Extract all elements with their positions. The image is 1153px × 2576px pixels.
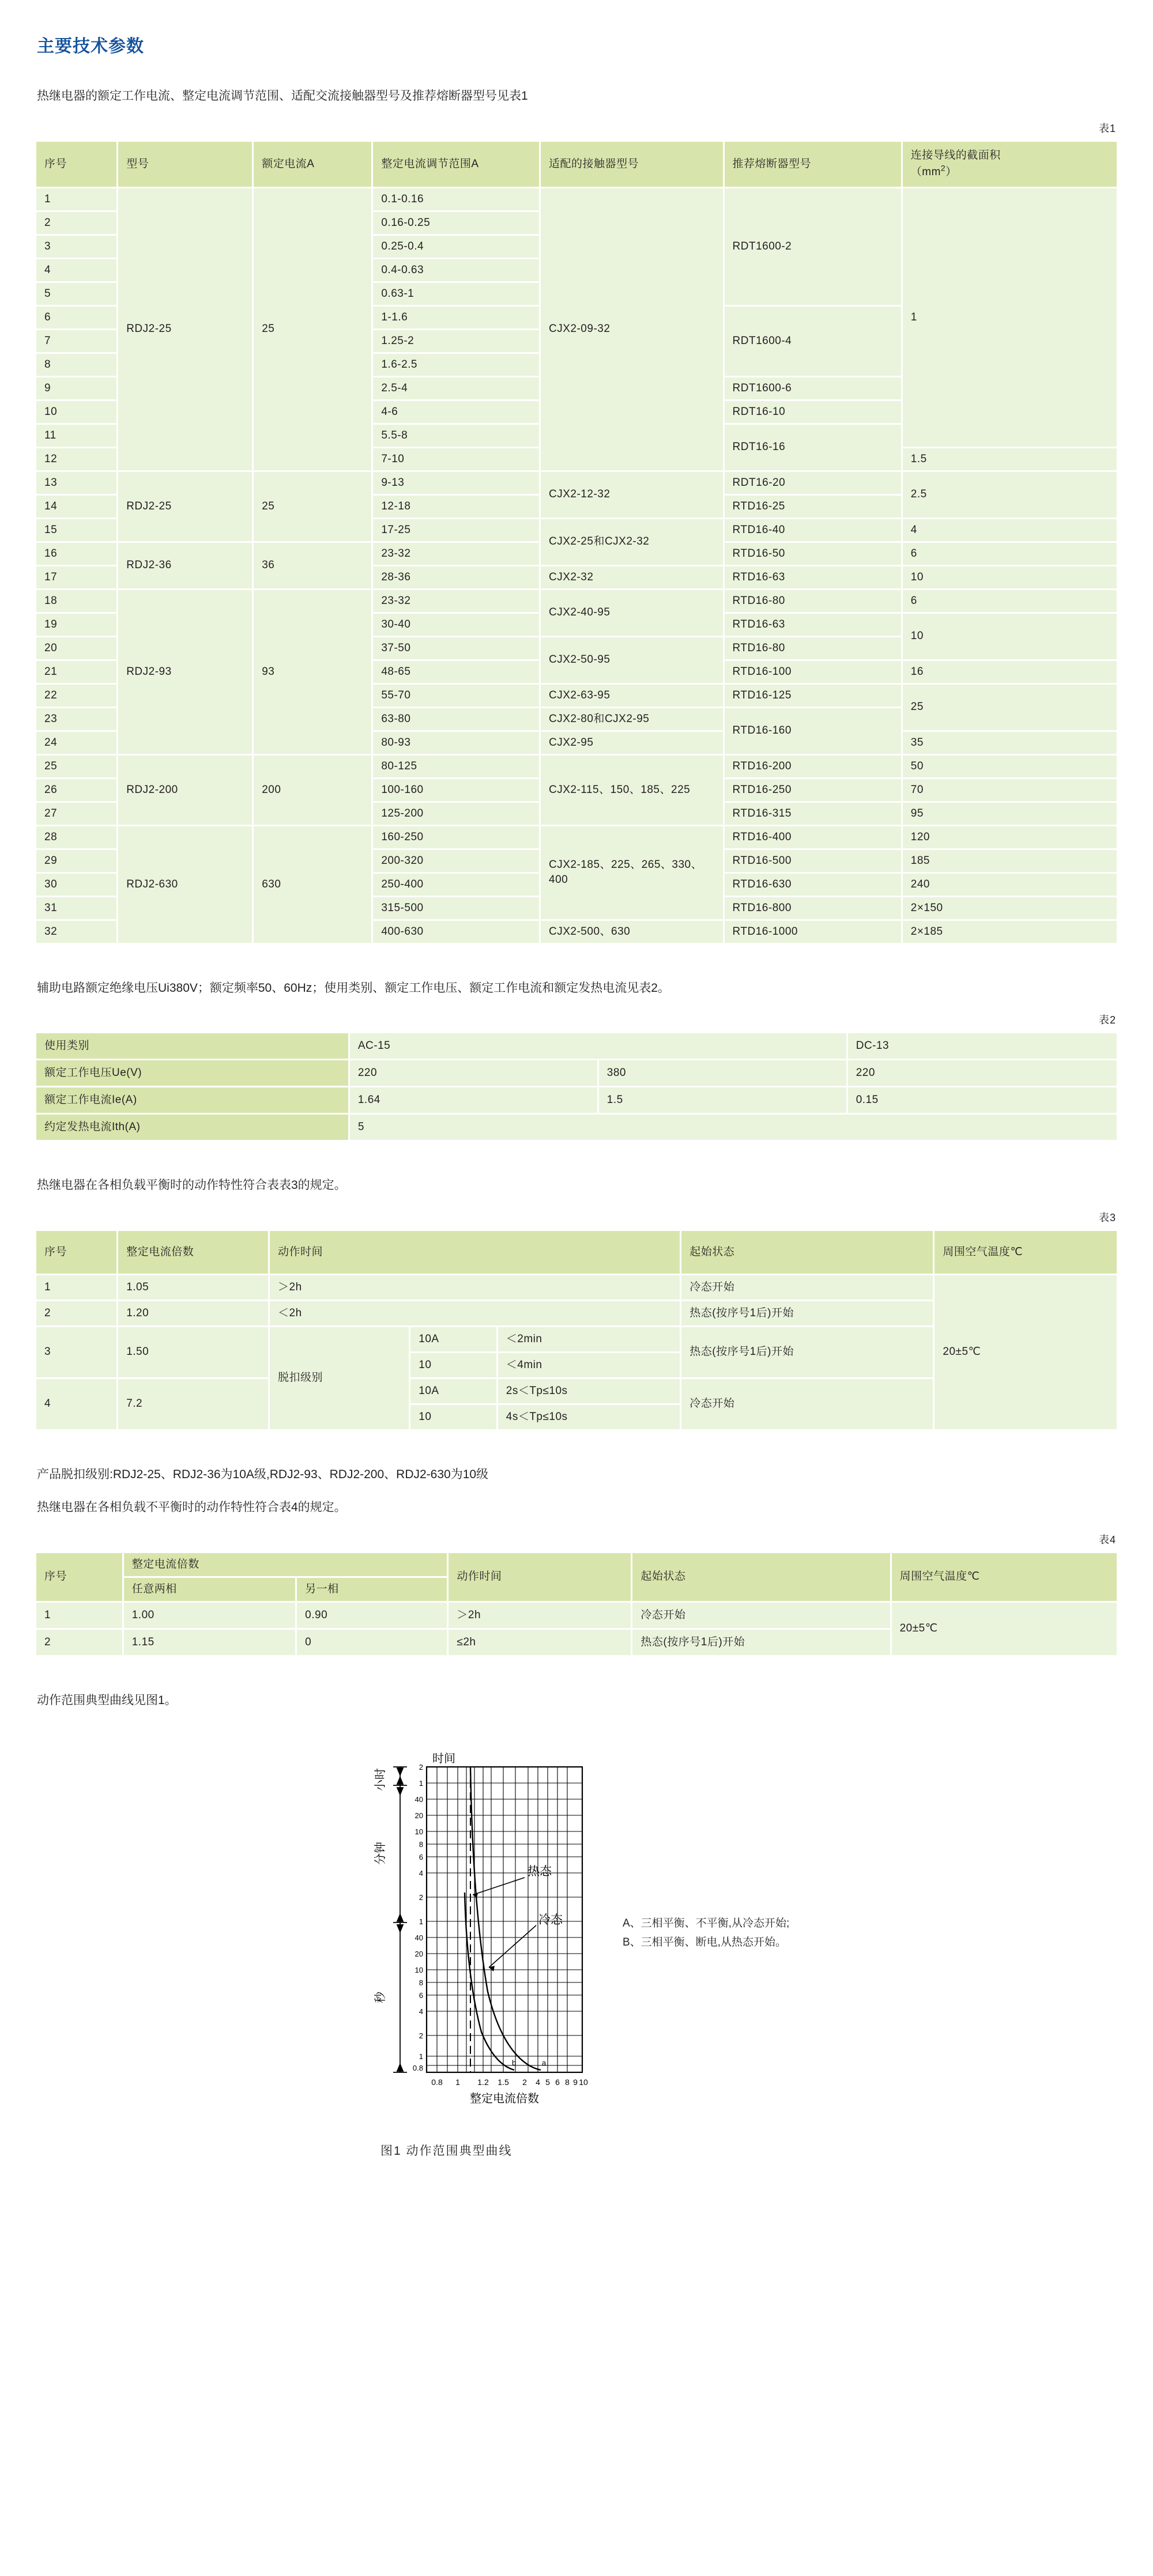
svg-text:1.5: 1.5 (498, 2078, 509, 2087)
cell-serial: 11 (36, 425, 116, 447)
svg-text:8: 8 (565, 2078, 570, 2087)
cell-wire-area: 6 (903, 543, 1117, 565)
svg-text:20: 20 (415, 1811, 423, 1820)
cell-serial: 7 (36, 330, 116, 352)
cell-two-phase: 1.00 (124, 1603, 295, 1628)
svg-text:10: 10 (415, 1966, 423, 1974)
svg-text:1: 1 (419, 1917, 423, 1926)
cell-serial: 1 (36, 188, 116, 210)
cell-setting-range: 4-6 (373, 401, 539, 423)
th3-mult: 整定电流倍数 (118, 1231, 268, 1274)
th4-temp: 周围空气温度℃ (892, 1553, 1117, 1601)
cell-fuse: RTD16-25 (725, 496, 901, 518)
cell-setting-range: 23-32 (373, 590, 539, 612)
cell-mult: 7.2 (118, 1379, 268, 1429)
table-row (36, 1060, 1117, 1086)
cell-setting-range: 37-50 (373, 637, 539, 659)
chart-range-brackets (393, 1767, 407, 2072)
chart-group-label-minutes: 分钟 (374, 1842, 387, 1865)
cell-model: RDJ2-200 (118, 756, 252, 825)
cell-fuse: RDT1600-4 (725, 307, 901, 376)
cell-setting-range: 1.25-2 (373, 330, 539, 352)
svg-text:1: 1 (455, 2078, 460, 2087)
svg-text:1.2: 1.2 (477, 2078, 489, 2087)
cell-serial: 23 (36, 708, 116, 730)
table2-lead-text: 辅助电路额定绝缘电压Ui380V；额定频率50、60Hz；使用类别、额定工作电压、额定工作电流和额定发热电流见表2。 (37, 981, 670, 995)
cell-serial: 31 (36, 897, 116, 919)
cell-setting-range: 12-18 (373, 496, 539, 518)
cell-time: 4s＜Tp≤10s (498, 1405, 680, 1429)
table1-lead-text: 热继电器的额定工作电流、整定电流调节范围、适配交流接触器型号及推荐熔断器型号见表1 (37, 89, 528, 103)
chart-marker-b: b (512, 2058, 517, 2067)
svg-text:6: 6 (419, 1853, 423, 1861)
cell-rated-current: 36 (254, 543, 371, 588)
cell-fuse: RTD16-315 (725, 803, 901, 825)
svg-text:4: 4 (536, 2078, 540, 2087)
table-row (36, 826, 1117, 848)
chart-x-axis-title: 整定电流倍数 (470, 2092, 539, 2105)
cell-serial: 2 (36, 212, 116, 234)
cell-fuse: RTD16-125 (725, 685, 901, 707)
cell-mult: 1.20 (118, 1301, 268, 1325)
chart-marker-a: a (542, 2058, 547, 2067)
chart-x-tick-labels (431, 2078, 588, 2087)
cell-rated-current: 200 (254, 756, 371, 825)
svg-text:6: 6 (555, 2078, 560, 2087)
table-balanced-operation (35, 1229, 1118, 1431)
figure-area (35, 1744, 1118, 2182)
cell-wire-area: 2×150 (903, 897, 1117, 919)
table-technical-parameters (35, 140, 1118, 945)
cell-mult: 1.50 (118, 1327, 268, 1377)
cell-wire-area: 2×185 (903, 921, 1117, 943)
th-wire-area-line1: 连接导线的截面积 (910, 149, 1001, 162)
table-row (36, 1275, 1117, 1300)
table-row (36, 756, 1117, 777)
cell-contactor: CJX2-80和CJX2-95 (541, 708, 723, 730)
th4-other-phase: 另一相 (297, 1578, 447, 1601)
svg-text:8: 8 (419, 1978, 423, 1987)
chart-label-cold-state: 冷态 (538, 1913, 563, 1927)
cell-fuse: RTD16-50 (725, 543, 901, 565)
cell-serial: 15 (36, 519, 116, 541)
th3-serial: 序号 (36, 1231, 116, 1274)
th-contactor: 适配的接触器型号 (541, 142, 723, 187)
cell-mult: 1.05 (118, 1275, 268, 1300)
cell-setting-range: 63-80 (373, 708, 539, 730)
cell-setting-range: 0.25-0.4 (373, 236, 539, 258)
cell-fuse: RTD16-500 (725, 850, 901, 872)
cell-serial: 14 (36, 496, 116, 518)
table-row (36, 1087, 1117, 1113)
cell-wire-area: 16 (903, 661, 1117, 683)
cell-contactor: CJX2-500、630 (541, 921, 723, 943)
chart-y-tick-labels (413, 1763, 423, 2072)
cell-trip-class: 10 (410, 1405, 496, 1429)
cell-value: 220 (848, 1060, 1117, 1086)
cell-value: 380 (599, 1060, 846, 1086)
cell-wire-area: 25 (903, 685, 1117, 730)
cell-state: 冷态开始 (681, 1275, 933, 1300)
cell-wire-area: 2.5 (903, 472, 1117, 518)
chart-label-hot-state: 热态 (527, 1865, 552, 1878)
cell-temperature: 20±5℃ (935, 1275, 1117, 1429)
th-serial: 序号 (36, 142, 116, 187)
cell-serial: 5 (36, 283, 116, 305)
cell-state: 冷态开始 (681, 1379, 933, 1429)
cell-value: 5 (350, 1115, 1117, 1140)
cell-serial: 25 (36, 756, 116, 777)
cell-contactor: CJX2-63-95 (541, 685, 723, 707)
cell-serial: 1 (36, 1603, 122, 1628)
svg-text:0.8: 0.8 (412, 2064, 423, 2072)
cell-setting-range: 0.4-0.63 (373, 259, 539, 281)
cell-setting-range: 80-125 (373, 756, 539, 777)
cell-contactor: CJX2-115、150、185、225 (541, 756, 723, 825)
cell-setting-range: 7-10 (373, 448, 539, 470)
cell-wire-area: 240 (903, 874, 1117, 896)
cell-rated-current: 25 (254, 188, 371, 470)
chart-note-b: B、三相平衡、断电,从热态开始。 (623, 1936, 786, 1949)
svg-text:2: 2 (522, 2078, 527, 2087)
cell-serial: 28 (36, 826, 116, 848)
cell-model: RDJ2-25 (118, 472, 252, 541)
table-unbalanced-operation (35, 1551, 1118, 1657)
table-utilization-category (35, 1032, 1118, 1142)
operating-curve-chart (357, 1750, 600, 2118)
cell-setting-range: 0.16-0.25 (373, 212, 539, 234)
cell-serial: 18 (36, 590, 116, 612)
th-wire-area-line2: $(mm^2)$ (910, 163, 957, 179)
page-title: 主要技术参数 (37, 37, 144, 56)
table4-header-row (36, 1553, 1117, 1576)
cell-trip-class: 10A (410, 1379, 496, 1403)
cell-fuse: RTD16-160 (725, 708, 901, 754)
cell-setting-range: 55-70 (373, 685, 539, 707)
cell-serial: 20 (36, 637, 116, 659)
svg-text:2: 2 (419, 1893, 423, 1902)
cell-serial: 16 (36, 543, 116, 565)
table-row (36, 1033, 1117, 1059)
cell-serial: 13 (36, 472, 116, 494)
cell-setting-range: 2.5-4 (373, 377, 539, 399)
cell-time: ＜2h (270, 1301, 680, 1325)
svg-text:10: 10 (579, 2078, 588, 2087)
cell-value: 1.64 (350, 1087, 597, 1113)
cell-value: DC-13 (848, 1033, 1117, 1059)
th3-time: 动作时间 (270, 1231, 680, 1274)
cell-fuse: RTD16-40 (725, 519, 901, 541)
cell-time: ＞2h (449, 1603, 631, 1628)
svg-text:10: 10 (415, 1827, 423, 1836)
cell-row-label: 额定工作电流Ie(A) (36, 1087, 348, 1113)
cell-serial: 21 (36, 661, 116, 683)
cell-serial: 1 (36, 1275, 116, 1300)
chart-group-label-seconds: 秒 (374, 1992, 387, 2003)
cell-wire-area: 95 (903, 803, 1117, 825)
cell-setting-range: 23-32 (373, 543, 539, 565)
cell-model: RDJ2-93 (118, 590, 252, 754)
cell-setting-range: 0.1-0.16 (373, 188, 539, 210)
cell-contactor: CJX2-09-32 (541, 188, 723, 470)
cell-trip-class: 10 (410, 1353, 496, 1377)
cell-serial: 4 (36, 1379, 116, 1429)
chart-notes (623, 1914, 789, 1952)
cell-serial: 12 (36, 448, 116, 470)
cell-serial: 29 (36, 850, 116, 872)
svg-text:9: 9 (573, 2078, 578, 2087)
cell-rated-current: 93 (254, 590, 371, 754)
cell-fuse: RDT16-20 (725, 472, 901, 494)
cell-contactor: CJX2-32 (541, 566, 723, 588)
cell-wire-area: 10 (903, 614, 1117, 659)
cell-time: 2s＜Tp≤10s (498, 1379, 680, 1403)
cell-serial: 9 (36, 377, 116, 399)
cell-fuse: RTD16-63 (725, 614, 901, 636)
th3-temp: 周围空气温度℃ (935, 1231, 1117, 1274)
cell-time: ≤2h (449, 1630, 631, 1655)
cell-state: 热态(按序号1后)开始 (681, 1301, 933, 1325)
table-row (36, 1603, 1117, 1628)
svg-text:1: 1 (419, 1779, 423, 1788)
chart-group-label-hours: 小时 (374, 1768, 387, 1791)
cell-contactor: CJX2-185、225、265、330、400 (541, 826, 723, 919)
cell-fuse: RTD16-250 (725, 779, 901, 801)
cell-fuse: RTD16-400 (725, 826, 901, 848)
cell-serial: 2 (36, 1301, 116, 1325)
cell-setting-range: 125-200 (373, 803, 539, 825)
cell-model: RDJ2-36 (118, 543, 252, 588)
cell-setting-range: 80-93 (373, 732, 539, 754)
th3-state: 起始状态 (681, 1231, 933, 1274)
cell-wire-area: 6 (903, 590, 1117, 612)
svg-text:2: 2 (419, 1763, 423, 1772)
svg-text:40: 40 (415, 1795, 423, 1804)
th-fuse: 推荐熔断器型号 (725, 142, 901, 187)
chart-svg (357, 1750, 600, 2118)
svg-text:0.8: 0.8 (431, 2078, 443, 2087)
cell-setting-range: 30-40 (373, 614, 539, 636)
th-setting-range: 整定电流调节范围A (373, 142, 539, 187)
cell-serial: 10 (36, 401, 116, 423)
cell-setting-range: 5.5-8 (373, 425, 539, 447)
cell-setting-range: 48-65 (373, 661, 539, 683)
cell-setting-range: 315-500 (373, 897, 539, 919)
th4-time: 动作时间 (449, 1553, 631, 1601)
cell-serial: 27 (36, 803, 116, 825)
th4-two-phase: 任意两相 (124, 1578, 295, 1601)
svg-text:4: 4 (419, 1869, 423, 1878)
cell-setting-range: 9-13 (373, 472, 539, 494)
cell-rated-current: 630 (254, 826, 371, 943)
cell-contactor: CJX2-25和CJX2-32 (541, 519, 723, 565)
cell-wire-area: 70 (903, 779, 1117, 801)
th-rated-current: 额定电流A (254, 142, 371, 187)
cell-trip-class-label: 脱扣级别 (270, 1327, 409, 1429)
cell-wire-area: 185 (903, 850, 1117, 872)
table2-caption: 表2 (1098, 1014, 1116, 1026)
cell-fuse: RTD16-800 (725, 897, 901, 919)
svg-text:2: 2 (419, 2031, 423, 2040)
cell-serial: 26 (36, 779, 116, 801)
trip-class-note: 产品脱扣级别:RDJ2-25、RDJ2-36为10A级,RDJ2-93、RDJ2-200、RDJ2-630为10级 (37, 1467, 489, 1481)
table3-caption: 表3 (1098, 1211, 1116, 1223)
th4-serial: 序号 (36, 1553, 122, 1601)
cell-fuse: RTD16-80 (725, 590, 901, 612)
chart-y-axis-title: 时间 (432, 1752, 455, 1765)
cell-wire-area: 120 (903, 826, 1117, 848)
cell-fuse: RTD16-630 (725, 874, 901, 896)
th4-mult: 整定电流倍数 (124, 1553, 447, 1576)
cell-wire-area: 50 (903, 756, 1117, 777)
cell-other-phase: 0 (297, 1630, 447, 1655)
cell-fuse: RDT16-10 (725, 401, 901, 423)
cell-fuse: RTD16-100 (725, 661, 901, 683)
table-row (36, 188, 1117, 210)
th4-state: 起始状态 (632, 1553, 890, 1601)
table1-caption: 表1 (1098, 122, 1116, 134)
cell-fuse: RTD16-63 (725, 566, 901, 588)
svg-text:1: 1 (419, 2052, 423, 2061)
svg-text:5: 5 (545, 2078, 550, 2087)
cell-serial: 8 (36, 354, 116, 376)
figure-caption: 图1 动作范围典型曲线 (380, 2144, 513, 2158)
cell-serial: 17 (36, 566, 116, 588)
cell-serial: 22 (36, 685, 116, 707)
cell-row-label: 额定工作电压Ue(V) (36, 1060, 348, 1086)
cell-two-phase: 1.15 (124, 1630, 295, 1655)
th-model: 型号 (118, 142, 252, 187)
cell-serial: 24 (36, 732, 116, 754)
figure-lead-text: 动作范围典型曲线见图1。 (37, 1693, 177, 1707)
cell-value: 0.15 (848, 1087, 1117, 1113)
cell-time: ＜2min (498, 1327, 680, 1351)
table3-lead-text: 热继电器在各相负载平衡时的动作特性符合表表3的规定。 (37, 1179, 346, 1192)
cell-serial: 32 (36, 921, 116, 943)
cell-contactor: CJX2-12-32 (541, 472, 723, 518)
cell-setting-range: 17-25 (373, 519, 539, 541)
table1-header-row (36, 142, 1117, 187)
table-row (36, 1115, 1117, 1140)
cell-wire-area: 4 (903, 519, 1117, 541)
table4-lead-text: 热继电器在各相负载不平衡时的动作特性符合表4的规定。 (37, 1501, 346, 1514)
cell-serial: 3 (36, 1327, 116, 1377)
cell-fuse: RDT1600-2 (725, 188, 901, 305)
cell-contactor: CJX2-40-95 (541, 590, 723, 636)
cell-fuse: RDT16-16 (725, 425, 901, 470)
cell-row-label: 约定发热电流Ith(A) (36, 1115, 348, 1140)
cell-contactor: CJX2-95 (541, 732, 723, 754)
cell-serial: 3 (36, 236, 116, 258)
svg-text:40: 40 (415, 1933, 423, 1942)
cell-fuse: RTD16-1000 (725, 921, 901, 943)
svg-text:4: 4 (419, 2007, 423, 2016)
cell-setting-range: 250-400 (373, 874, 539, 896)
cell-setting-range: 160-250 (373, 826, 539, 848)
cell-state: 热态(按序号1后)开始 (632, 1630, 890, 1655)
cell-serial: 6 (36, 307, 116, 328)
cell-row-label: 使用类别 (36, 1033, 348, 1059)
cell-setting-range: 28-36 (373, 566, 539, 588)
cell-wire-area: 35 (903, 732, 1117, 754)
svg-text:6: 6 (419, 1991, 423, 2000)
chart-note-a: A、三相平衡、不平衡,从冷态开始; (623, 1917, 790, 1929)
table4-caption: 表4 (1098, 1533, 1116, 1546)
table-row (36, 590, 1117, 612)
table3-header-row (36, 1231, 1117, 1274)
svg-text:20: 20 (415, 1950, 423, 1958)
cell-time: ＞2h (270, 1275, 680, 1300)
cell-temperature: 20±5℃ (892, 1603, 1117, 1655)
cell-value: 220 (350, 1060, 597, 1086)
cell-setting-range: 400-630 (373, 921, 539, 943)
svg-text:8: 8 (419, 1840, 423, 1849)
cell-serial: 19 (36, 614, 116, 636)
cell-wire-area: 1.5 (903, 448, 1117, 470)
cell-wire-area: 1 (903, 188, 1117, 447)
table-row (36, 472, 1117, 494)
cell-contactor: CJX2-50-95 (541, 637, 723, 683)
cell-time: ＜4min (498, 1353, 680, 1377)
cell-value: AC-15 (350, 1033, 846, 1059)
th-wire-area (903, 142, 1117, 187)
cell-model: RDJ2-25 (118, 188, 252, 470)
cell-rated-current: 25 (254, 472, 371, 541)
cell-wire-area: 10 (903, 566, 1117, 588)
cell-fuse: RTD16-200 (725, 756, 901, 777)
cell-setting-range: 0.63-1 (373, 283, 539, 305)
cell-setting-range: 200-320 (373, 850, 539, 872)
cell-value: 1.5 (599, 1087, 846, 1113)
cell-setting-range: 1-1.6 (373, 307, 539, 328)
cell-trip-class: 10A (410, 1327, 496, 1351)
cell-serial: 4 (36, 259, 116, 281)
cell-fuse: RTD16-80 (725, 637, 901, 659)
cell-serial: 30 (36, 874, 116, 896)
cell-setting-range: 100-160 (373, 779, 539, 801)
cell-state: 冷态开始 (632, 1603, 890, 1628)
cell-state: 热态(按序号1后)开始 (681, 1327, 933, 1377)
cell-fuse: RDT1600-6 (725, 377, 901, 399)
cell-model: RDJ2-630 (118, 826, 252, 943)
cell-setting-range: 1.6-2.5 (373, 354, 539, 376)
cell-serial: 2 (36, 1630, 122, 1655)
cell-other-phase: 0.90 (297, 1603, 447, 1628)
